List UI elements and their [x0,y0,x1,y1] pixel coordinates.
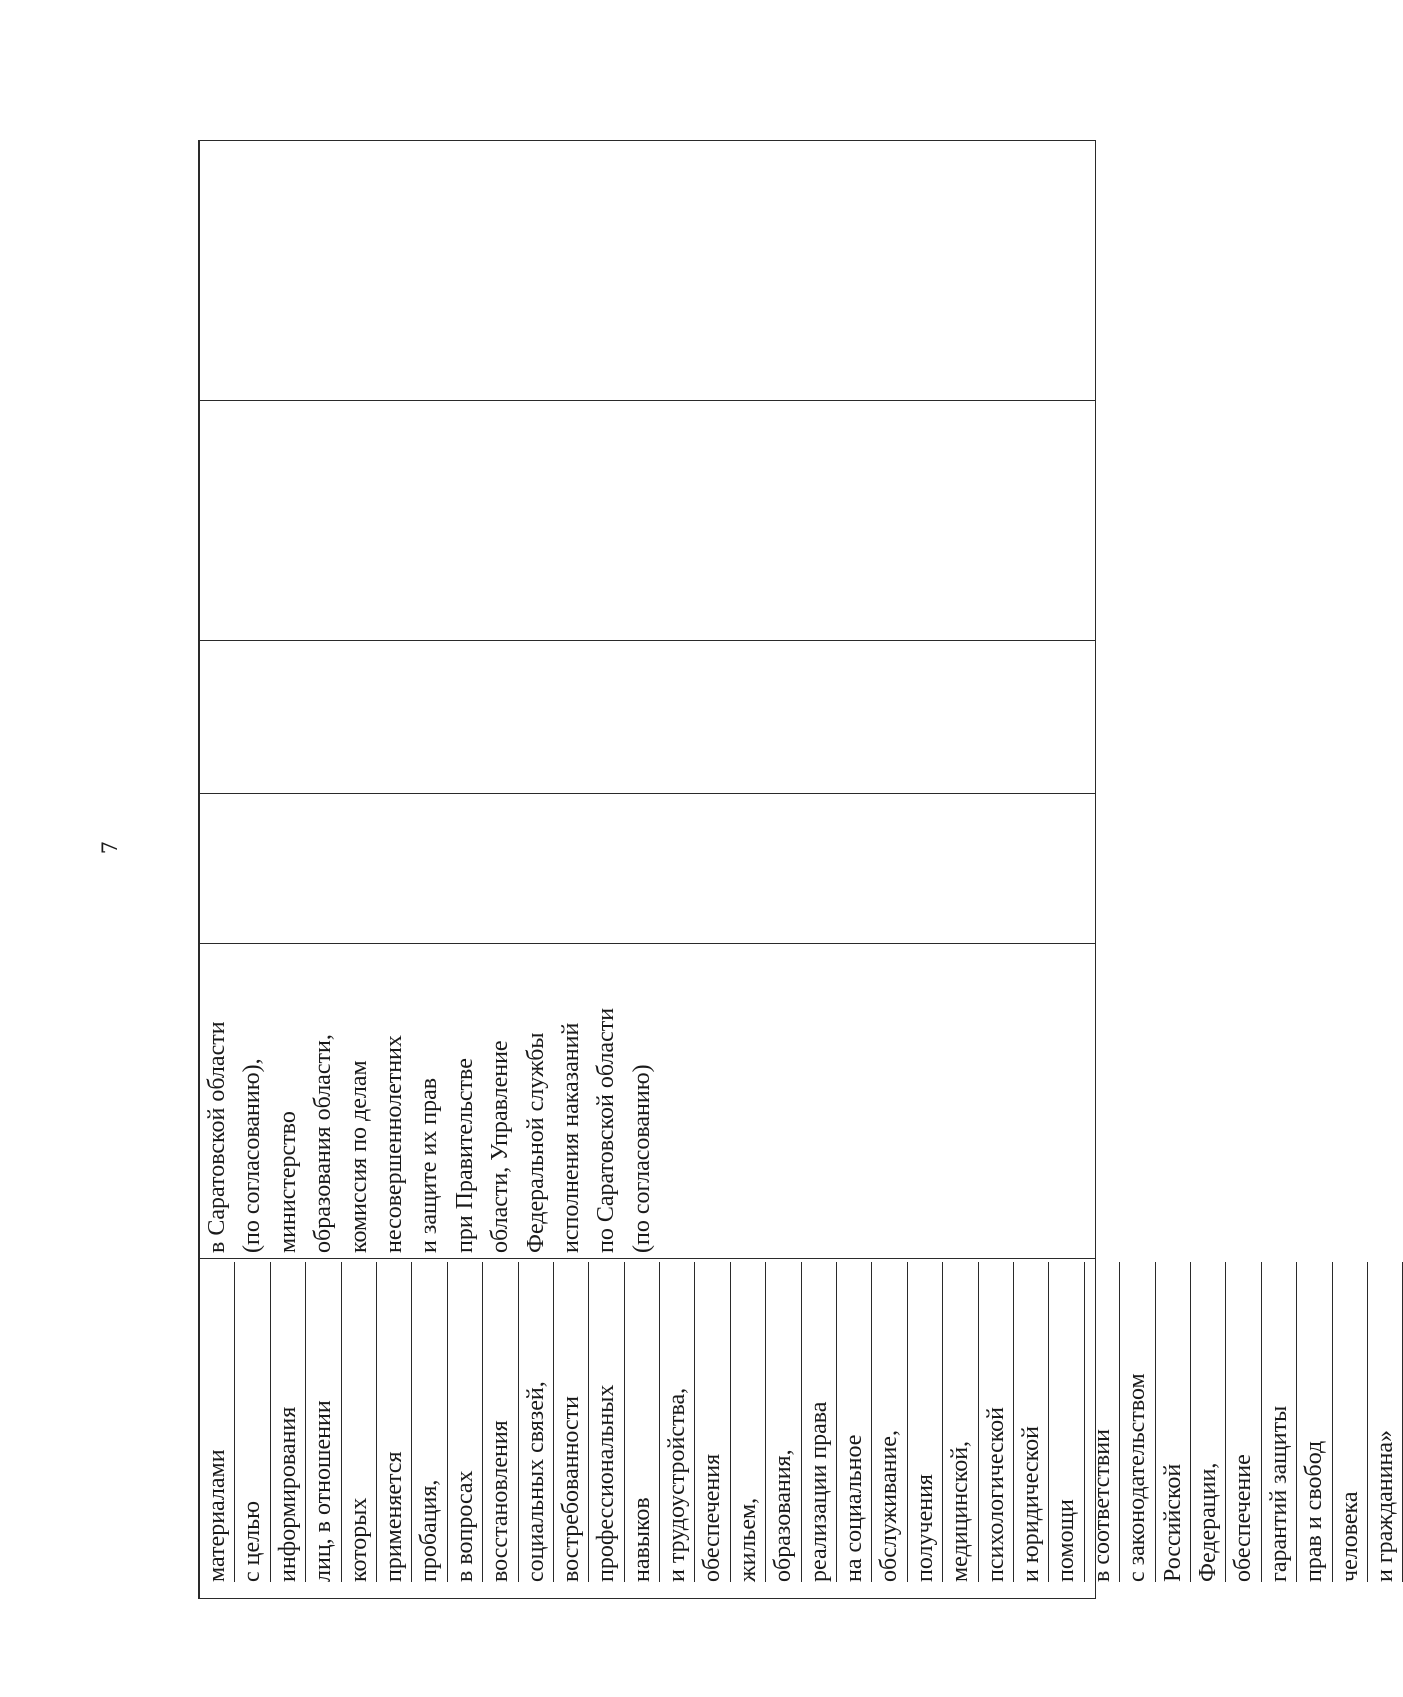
text-line: которых [342,1262,377,1582]
text-line: реализации права [802,1262,837,1582]
text-line: (по согласованию), [239,1058,266,1253]
text-line: (по согласованию) [628,1064,655,1253]
text-line: министерство [274,1111,301,1253]
text-line: с целью [235,1262,270,1582]
text-line: обеспечение [1226,1262,1261,1582]
cell-measures [200,1262,1403,1582]
text-line: обслуживание, [872,1262,907,1582]
text-line: с законодательством [1120,1262,1155,1582]
text-line: при Правительстве [451,1058,478,1253]
text-line: профессиональных [589,1262,624,1582]
text-line: в соответствии [1085,1262,1120,1582]
text-line: получения [908,1262,943,1582]
text-line: лиц, в отношении [306,1262,341,1582]
text-line: и юридической [1014,1262,1049,1582]
text-line: и гражданина» [1368,1262,1403,1582]
column-divider-5 [199,400,1095,401]
text-line: Федеральной службы [522,1032,549,1253]
text-line: информирования [271,1262,306,1582]
text-line: исполнения наказаний [557,1022,584,1253]
text-line: на социальное [837,1262,872,1582]
text-line: образования, [766,1262,801,1582]
measures-table [198,140,1398,1599]
cell-executors [200,933,660,1253]
text-line: применяется [377,1262,412,1582]
text-line: в Саратовской области [204,1021,230,1253]
text-line: комиссия по делам [345,1060,372,1253]
text-line: Российской [1156,1262,1191,1582]
text-line: пробация, [412,1262,447,1582]
text-line: и трудоустройства, [660,1262,695,1582]
text-line: в вопросах [448,1262,483,1582]
column-divider-4 [199,640,1095,641]
text-line: Федерации, [1191,1262,1226,1582]
text-line: гарантий защиты [1262,1262,1297,1582]
text-line: навыков [625,1262,660,1582]
text-line: области, Управление [487,1040,514,1253]
text-line: обеспечения [695,1262,730,1582]
text-line: по Саратовской области [593,1007,620,1253]
column-divider-3 [199,793,1095,794]
text-line: несовершеннолетних [380,1035,407,1253]
text-line: социальных связей, [519,1262,554,1582]
text-line: медицинской, [943,1262,978,1582]
text-line: психологической [979,1262,1014,1582]
page-number: 7 [98,840,123,855]
text-line: жильем, [731,1262,766,1582]
text-line: материалами [200,1262,235,1582]
text-line: образования области, [310,1034,337,1253]
text-line: помощи [1049,1262,1084,1582]
text-line: и защите их прав [416,1077,443,1253]
text-line: восстановления [483,1262,518,1582]
text-line: человека [1333,1262,1368,1582]
column-divider-1 [199,1258,1095,1259]
text-line: прав и свобод [1297,1262,1332,1582]
text-line: востребованности [554,1262,589,1582]
